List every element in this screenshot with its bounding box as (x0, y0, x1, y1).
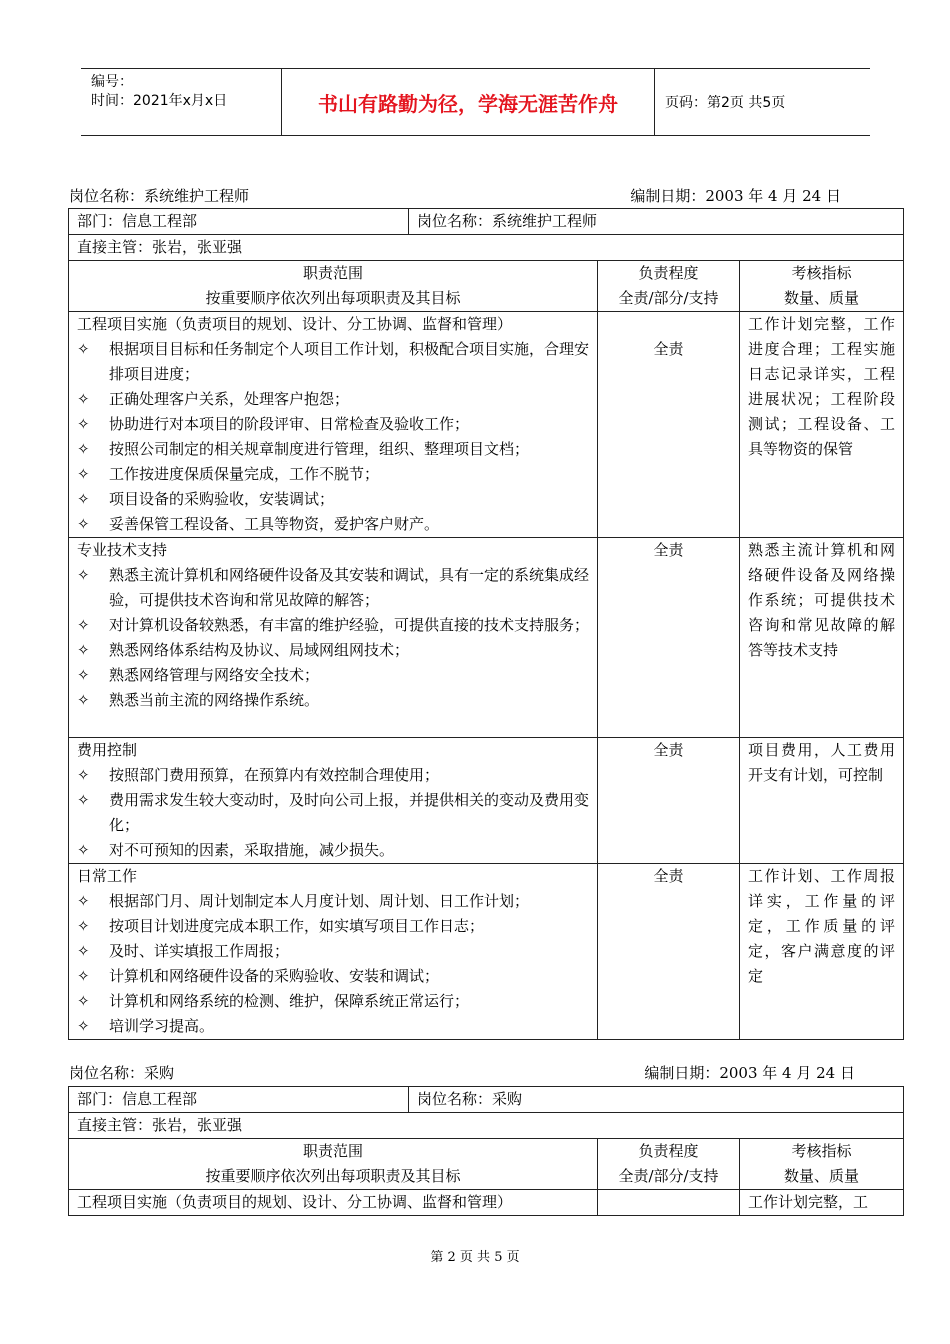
diamond-bullet-icon: ✧ (77, 691, 90, 709)
section2-position: 岗位名称：采购 (409, 1087, 904, 1113)
duty-heading: 费用控制 (77, 741, 138, 759)
duty-heading: 日常工作 (77, 867, 138, 885)
diamond-bullet-icon: ✧ (77, 942, 90, 960)
diamond-bullet-icon: ✧ (77, 841, 90, 859)
header-info (81, 69, 282, 135)
diamond-bullet-icon: ✧ (77, 515, 90, 533)
list-item (77, 487, 589, 512)
list-item-text: 熟悉网络管理与网络安全技术； (109, 666, 320, 684)
duty-responsibility: 全责 (598, 738, 740, 864)
col-resp-header: 负责程度 全责/部分/支持 (598, 261, 740, 312)
section1-dept: 部门：信息工程部 (69, 209, 409, 235)
diamond-bullet-icon: ✧ (77, 415, 90, 433)
duty-heading: 工程项目实施（负责项目的规划、设计、分工协调、监督和管理） (69, 1190, 598, 1216)
header-motto: 书山有路勤为径，学海无涯苦作舟 (282, 69, 655, 135)
list-item (77, 964, 589, 989)
list-item (77, 638, 589, 663)
list-item (77, 763, 589, 788)
section1-title-line (69, 185, 872, 207)
table-row (69, 864, 904, 1040)
section2-title: 岗位名称：采购 (69, 1064, 175, 1082)
duty-scope (69, 312, 598, 538)
section2-supervisor: 直接主管：张岩，张亚强 (69, 1113, 904, 1139)
diamond-bullet-icon: ✧ (77, 1017, 90, 1035)
list-item (77, 1014, 589, 1039)
list-item-text: 按照部门费用预算，在预算内有效控制合理使用； (109, 766, 440, 784)
duty-heading: 工程项目实施（负责项目的规划、设计、分工协调、监督和管理） (77, 315, 513, 333)
list-item (77, 939, 589, 964)
list-item (77, 563, 589, 613)
section2-dept: 部门：信息工程部 (69, 1087, 409, 1113)
list-item-text: 对计算机设备较熟悉，有丰富的维护经验，可提供直接的技术支持服务； (109, 616, 590, 634)
diamond-bullet-icon: ✧ (77, 490, 90, 508)
list-item-text: 根据项目目标和任务制定个人项目工作计划，积极配合项目实施，合理安排项目进度； (109, 340, 590, 383)
list-item (77, 889, 589, 914)
list-item (77, 613, 589, 638)
list-item-text: 正确处理客户关系，处理客户抱怨； (109, 390, 350, 408)
list-item (77, 989, 589, 1014)
section1-column-header (69, 261, 904, 312)
list-item-text: 协助进行对本项目的阶段评审、日常检查及验收工作； (109, 415, 470, 433)
list-item-text: 费用需求发生较大变动时，及时向公司上报，并提供相关的变动及费用变化； (109, 791, 590, 834)
list-item (77, 387, 589, 412)
section1-title: 岗位名称：系统维护工程师 (69, 187, 250, 205)
list-item (77, 663, 589, 688)
col-scope-header: 职责范围 按重要顺序依次列出每项职责及其目标 (69, 261, 598, 312)
section1-supervisor: 直接主管：张岩，张亚强 (69, 235, 904, 261)
list-item-text: 熟悉当前主流的网络操作系统。 (109, 691, 320, 709)
section2-column-header (69, 1139, 904, 1190)
duty-responsibility: 全责 (598, 538, 740, 738)
list-item-text: 工作按进度保质保量完成，工作不脱节； (109, 465, 380, 483)
duty-heading: 专业技术支持 (77, 541, 168, 559)
diamond-bullet-icon: ✧ (77, 566, 90, 584)
diamond-bullet-icon: ✧ (77, 340, 90, 358)
time-label: 时间：2021年x月x日 (91, 93, 228, 109)
header-page-label: 页码：第2页 共5页 (665, 95, 786, 111)
duty-responsibility: 全责 (598, 312, 740, 538)
duty-kpi: 工作计划完整，工作进度合理；工程实施日志记录详实，工程进展状况；工程阶段测试；工程设备、工具等物资的保管 (740, 312, 904, 538)
col-scope-header: 职责范围 按重要顺序依次列出每项职责及其目标 (69, 1139, 598, 1190)
duty-responsibility (598, 1190, 740, 1216)
diamond-bullet-icon: ✧ (77, 641, 90, 659)
list-item (77, 512, 589, 537)
diamond-bullet-icon: ✧ (77, 967, 90, 985)
diamond-bullet-icon: ✧ (77, 917, 90, 935)
table-row (69, 538, 904, 738)
list-item (77, 688, 589, 713)
list-item-text: 培训学习提高。 (109, 1017, 215, 1035)
section1-date: 编制日期：2003 年 4 月 24 日 (630, 187, 841, 205)
duty-kpi: 工作计划完整，工 (740, 1190, 904, 1216)
duty-scope (69, 738, 598, 864)
list-item (77, 462, 589, 487)
table-row (69, 312, 904, 538)
list-item-text: 熟悉主流计算机和网络硬件设备及其安装和调试，具有一定的系统集成经验，可提供技术咨询和常见故障的解答； (109, 566, 590, 609)
col-resp-header: 负责程度 全责/部分/支持 (598, 1139, 740, 1190)
diamond-bullet-icon: ✧ (77, 766, 90, 784)
duty-kpi: 工作计划、工作周报详实，工作量的评定，工作质量的评定，客户满意度的评定 (740, 864, 904, 1040)
duty-kpi: 熟悉主流计算机和网络硬件设备及网络操作系统；可提供技术咨询和常见故障的解答等技术支持 (740, 538, 904, 738)
diamond-bullet-icon: ✧ (77, 440, 90, 458)
list-item-text: 计算机和网络硬件设备的采购验收、安装和调试； (109, 967, 440, 985)
section1-position: 岗位名称：系统维护工程师 (409, 209, 904, 235)
diamond-bullet-icon: ✧ (77, 390, 90, 408)
list-item (77, 838, 589, 863)
page-header (81, 68, 870, 136)
col-kpi-header: 考核指标 数量、质量 (740, 1139, 904, 1190)
list-item-text: 按项目计划进度完成本职工作，如实填写项目工作日志； (109, 917, 485, 935)
diamond-bullet-icon: ✧ (77, 791, 90, 809)
section1-table (68, 208, 904, 1040)
list-item-text: 根据部门月、周计划制定本人月度计划、周计划、日工作计划； (109, 892, 530, 910)
diamond-bullet-icon: ✧ (77, 892, 90, 910)
list-item-text: 对不可预知的因素，采取措施，减少损失。 (109, 841, 395, 859)
duty-responsibility: 全责 (598, 864, 740, 1040)
section2-title-line (69, 1062, 872, 1084)
diamond-bullet-icon: ✧ (77, 992, 90, 1010)
table-row (69, 738, 904, 864)
number-label: 编号： (91, 74, 133, 90)
list-item (77, 412, 589, 437)
list-item-text: 熟悉网络体系结构及协议、局域网组网技术； (109, 641, 410, 659)
list-item (77, 914, 589, 939)
list-item-text: 计算机和网络系统的检测、维护，保障系统正常运行； (109, 992, 470, 1010)
diamond-bullet-icon: ✧ (77, 616, 90, 634)
duty-kpi: 项目费用，人工费用开支有计划，可控制 (740, 738, 904, 864)
duty-scope (69, 864, 598, 1040)
list-item-text: 及时、详实填报工作周报； (109, 942, 290, 960)
diamond-bullet-icon: ✧ (77, 465, 90, 483)
list-item (77, 788, 589, 838)
list-item (77, 437, 589, 462)
section2-date: 编制日期：2003 年 4 月 24 日 (644, 1064, 855, 1082)
col-kpi-header: 考核指标 数量、质量 (740, 261, 904, 312)
diamond-bullet-icon: ✧ (77, 666, 90, 684)
section2-table (68, 1086, 904, 1216)
list-item-text: 项目设备的采购验收，安装调试； (109, 490, 335, 508)
list-item (77, 337, 589, 387)
table-row (69, 1190, 904, 1216)
list-item-text: 按照公司制定的相关规章制度进行管理，组织、整理项目文档； (109, 440, 530, 458)
list-item-text: 妥善保管工程设备、工具等物资，爱护客户财产。 (109, 515, 440, 533)
page-footer: 第 2 页 共 5 页 (430, 1250, 520, 1265)
duty-scope (69, 538, 598, 738)
